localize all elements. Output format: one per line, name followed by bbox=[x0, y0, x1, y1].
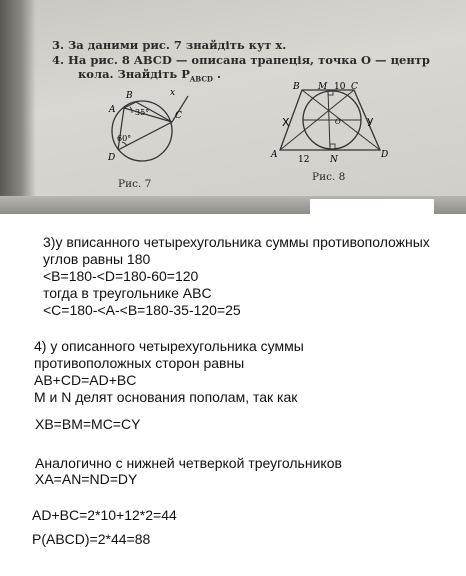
fig8-label-y: y bbox=[367, 114, 374, 127]
textbook-photo bbox=[0, 0, 466, 214]
fig7-label-60: 60° bbox=[117, 134, 132, 143]
fig8-label-a: A bbox=[271, 150, 278, 160]
figure-7-caption: Рис. 7 bbox=[118, 178, 152, 190]
analog-line-1: Аналогично с нижней четверкой треугольников bbox=[35, 455, 342, 471]
answer3-line-1: 3)у вписанного четырехугольника суммы противоположных bbox=[43, 234, 430, 250]
answer3-line-5: <C=180-<A-<B=180-35-120=25 bbox=[43, 302, 241, 318]
figure-8-caption: Рис. 8 bbox=[312, 171, 346, 183]
fig8-label-x: X bbox=[282, 116, 290, 129]
answer4-line-1: 4) у описанного четырехугольника суммы bbox=[34, 338, 304, 354]
fig7-label-c: C bbox=[175, 111, 182, 121]
fig7-label-d: D bbox=[108, 153, 116, 163]
fig8-label-b: B bbox=[293, 82, 300, 92]
photo-white-strip bbox=[310, 199, 434, 214]
answer3-line-3: <B=180-<D=180-60=120 bbox=[43, 268, 199, 284]
fig8-label-m: M bbox=[318, 82, 328, 92]
fig7-label-a: A bbox=[109, 105, 116, 115]
perimeter-line: P(ABCD)=2*44=88 bbox=[32, 531, 151, 547]
fig8-label-10: 10 bbox=[334, 82, 346, 92]
fig7-side-ad bbox=[118, 108, 124, 150]
answer4-line-3: AB+CD=AD+BC bbox=[34, 372, 137, 388]
problem-4-line-1: 4. На рис. 8 ABCD — описана трапеція, точка O — центр bbox=[52, 53, 430, 67]
fig8-label-o: O bbox=[335, 118, 341, 126]
analog-line-2: XA=AN=ND=DY bbox=[35, 471, 138, 487]
fig8-right-angle-n bbox=[330, 144, 335, 149]
sum-line: AD+BC=2*10+12*2=44 bbox=[32, 507, 177, 523]
fig7-label-35: 35° bbox=[135, 108, 150, 117]
problem-4-line-2: кола. Знайдіть $P_{ABCD}$ . bbox=[78, 67, 221, 84]
problem-3-text: 3. За даними рис. 7 знайдіть кут x. bbox=[52, 38, 287, 52]
fig8-label-c: C bbox=[351, 82, 358, 92]
answer4-line-2: противоположных сторон равны bbox=[34, 355, 245, 371]
answer3-line-2: углов равны 180 bbox=[43, 251, 151, 267]
answer3-line-4: тогда в треугольнике ABC bbox=[43, 285, 212, 301]
fig7-label-b: B bbox=[126, 91, 133, 101]
figure-7-diagram bbox=[96, 86, 200, 170]
perimeter-subscript: ABCD bbox=[189, 74, 213, 84]
fig8-label-n: N bbox=[330, 155, 338, 165]
photo-shadow-edge bbox=[0, 0, 36, 214]
figure-8-diagram bbox=[268, 80, 396, 176]
fig8-label-d: D bbox=[381, 150, 389, 160]
equality-top-line: XB=BM=MC=CY bbox=[35, 416, 141, 432]
answer4-line-4: M и N делят основания пополам, так как bbox=[34, 389, 298, 405]
fig8-label-12: 12 bbox=[298, 155, 310, 165]
fig7-label-x: x bbox=[170, 88, 176, 98]
